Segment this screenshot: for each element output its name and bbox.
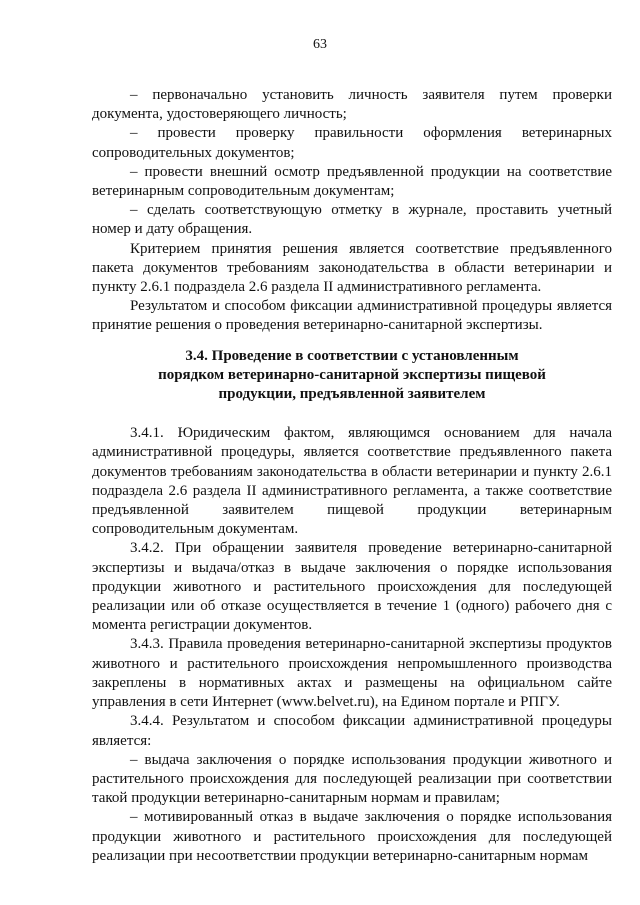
page-number: 63 (313, 37, 327, 52)
paragraph-criterion: Критерием принятия решения является соответствие предъявленного пакета документов требованиям законодательства в области ветеринарии и пункту 2.6.1 подраздела 2.6 раздела II административного регламента. (92, 240, 612, 296)
paragraph-3-4-1: 3.4.1. Юридическим фактом, являющимся основанием для начала административной процедуры, является соответствие предъявленного пакета документов требованиям законодательства в области ветеринарии и пункту 2.6.1 подраздела 2.6 раздела II административного регламента, а также соответствие предъявленной заявителем пищевой продукции ветеринарным сопроводительным документам. (92, 425, 612, 538)
paragraph-3-4-4: 3.4.4. Результатом и способом фиксации административной процедуры является: (92, 713, 612, 749)
heading-line: порядком ветеринарно-санитарной экспертизы пищевой (158, 366, 546, 383)
paragraph-result: Результатом и способом фиксации административной процедуры является принятие решения о проведения ветеринарно-санитарной экспертизы. (92, 298, 612, 334)
list-item: – провести внешний осмотр предъявленной продукции на соответствие ветеринарным сопроводительным документам; (92, 163, 612, 200)
list-item: – выдача заключения о порядке использования продукции животного и растительного происхождения для последующей реализации при соответствии такой продукции ветеринарно-санитарным нормам и правилам; (92, 751, 612, 807)
heading-line: продукции, предъявленной заявителем (218, 386, 486, 403)
list-item: – провести проверку правильности оформления ветеринарных сопроводительных документов; (92, 125, 612, 161)
list-item: – сделать соответствующую отметку в журнале, проставить учетный номер и дату обращения. (92, 202, 612, 238)
paragraph-3-4-3: 3.4.3. Правила проведения ветеринарно-санитарной экспертизы продуктов животного и растительного происхождения непромышленного производства закреплены в нормативных актах и размещены на официальном сайте управления в сети Интернет (www.belvet.ru), на Едином портале и РПГУ. (92, 636, 612, 711)
heading-line: 3.4. Проведение в соответствии с установленным (185, 347, 519, 364)
paragraph-3-4-2: 3.4.2. При обращении заявителя проведение ветеринарно-санитарной экспертизы и выдача/отказ в выдаче заключения о порядке использования продукции животного и растительного происхождения для последующей реализации или об отказе осуществляется в течение 1 (одного) рабочего дня с момента регистрации документов. (92, 540, 612, 634)
section-heading (92, 347, 612, 405)
text-column (92, 86, 612, 866)
list-item: – мотивированный отказ в выдаче заключения о порядке использования продукции животного и растительного происхождения для последующей реализации при несоответствии продукции ветеринарно-санитарным нормам (92, 809, 612, 864)
list-item: – первоначально установить личность заявителя путем проверки документа, удостоверяющего личность; (92, 87, 612, 123)
